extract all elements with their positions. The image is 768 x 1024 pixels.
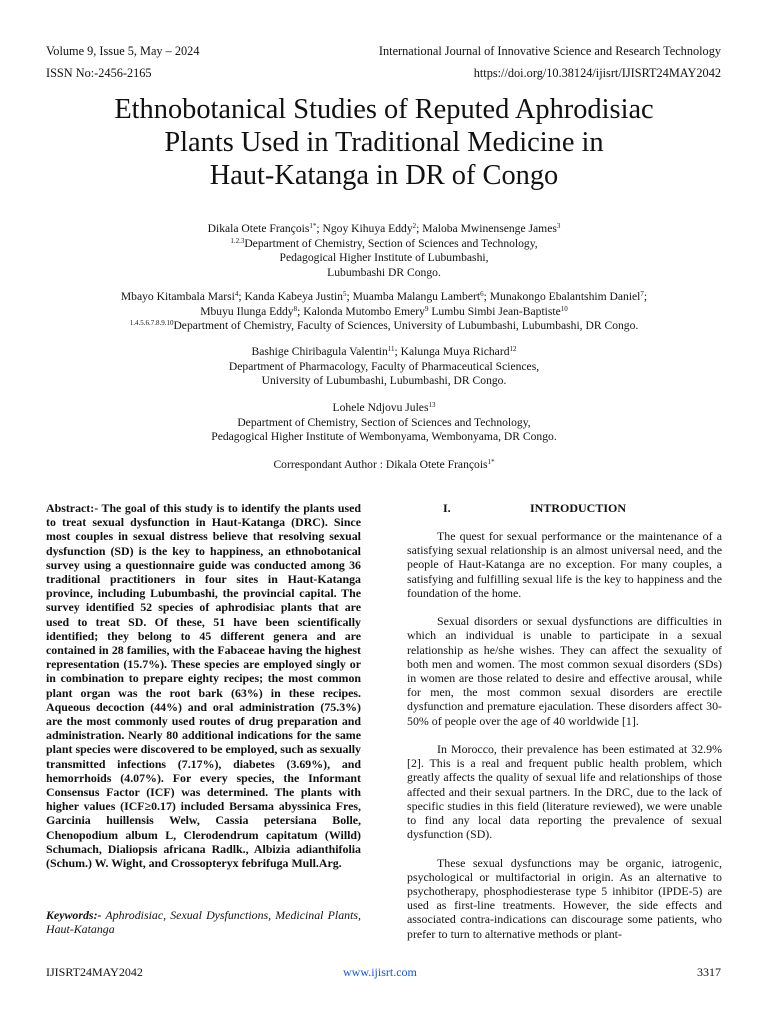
author-name: ; Kanda Kabeya Justin bbox=[238, 290, 343, 303]
author-group-3 bbox=[30, 345, 738, 389]
corresponding-sup: 1* bbox=[487, 458, 495, 466]
paper-title bbox=[40, 93, 728, 192]
paragraph: In Morocco, their prevalence has been estimated at 32.9% [2]. This is a real and frequent public health problem, which greatly affects the quality of sexual life and relationships of those affected and their sexual partners. In the DRC, due to the lack of specific studies in this field (literature reviewed), we were unable to find any local data reporting the prevalence of sexual dysfunction (SD). bbox=[407, 742, 722, 842]
affiliation-line: Pedagogical Higher Institute of Wembonyama, Wembonyama, DR Congo. bbox=[211, 430, 557, 444]
affiliation-line bbox=[30, 319, 738, 334]
author-sup: 5 bbox=[342, 290, 347, 298]
keywords-text: Aphrodisiac, Sexual Dysfunctions, Medicinal Plants, Haut-Katanga bbox=[46, 908, 361, 937]
affiliation-sup: 1.4.5.6.7.8.9.10 bbox=[129, 319, 174, 328]
author-sup: 3 bbox=[556, 222, 561, 230]
affiliation-line: Department of Chemistry, Section of Sciences and Technology, bbox=[237, 415, 531, 429]
doi-link[interactable]: https://doi.org/10.38124/ijisrt/IJISRT24MAY2042 bbox=[473, 66, 721, 80]
title-line-3: Haut-Katanga in DR of Congo bbox=[209, 160, 559, 191]
title-line-2: Plants Used in Traditional Medicine in bbox=[164, 127, 604, 158]
keywords-label: Keywords:- bbox=[46, 908, 102, 922]
author-line bbox=[30, 290, 738, 305]
author-name: Lohele Ndjovu Jules bbox=[332, 401, 429, 414]
introduction-body bbox=[407, 529, 722, 955]
author-name: Dikala Otete François bbox=[207, 222, 310, 235]
author-name: ; Muamba Malangu Lambert bbox=[346, 290, 481, 303]
paragraph: The quest for sexual performance or the maintenance of a satisfying sexual relationship is an almost universal need, and the people of Haut-Katanga are no exception. For many couples, a satisfying and fulfilling sexual life is the key to happiness and the foundation of the home. bbox=[407, 529, 722, 600]
title-line-1: Ethnobotanical Studies of Reputed Aphrodisiac bbox=[114, 94, 654, 125]
author-sup: 2 bbox=[412, 222, 417, 230]
author-name: ; Ngoy Kihuya Eddy bbox=[316, 222, 413, 235]
author-sup: 9 bbox=[424, 304, 429, 313]
author-sup: 8 bbox=[293, 304, 298, 313]
author-sup: 7 bbox=[640, 290, 644, 298]
author-group-4 bbox=[30, 401, 738, 445]
section-number: I. bbox=[443, 501, 451, 515]
abstract-label: Abstract:- bbox=[46, 501, 99, 515]
author-line bbox=[30, 305, 738, 320]
footer-website-link[interactable]: www.ijisrt.com bbox=[343, 965, 417, 979]
affiliation-text: Department of Chemistry, Section of Sciences and Technology, bbox=[244, 236, 538, 250]
author-name: Mbayo Kitambala Marsi bbox=[120, 290, 235, 303]
author-sup: 13 bbox=[428, 401, 436, 409]
author-name: ; Maloba Mwinensenge James bbox=[416, 222, 557, 235]
author-line bbox=[30, 401, 738, 416]
author-separator: ; bbox=[643, 290, 648, 303]
affiliation-text: Department of Chemistry, Faculty of Sciences, University of Lubumbashi, Lubumbashi, DR Congo. bbox=[173, 319, 639, 333]
author-sup: 11 bbox=[387, 345, 395, 353]
author-line bbox=[30, 345, 738, 360]
corresponding-author bbox=[30, 458, 738, 473]
affiliation-line bbox=[30, 237, 738, 252]
paragraph: These sexual dysfunctions may be organic, iatrogenic, psychological or multifactorial in origin. As an alternative to psychotherapy, phosphodiesterase type 5 inhibitor (IPDE-5) are used as first-line treatments. However, the side effects and associated contra-indications can discourage some patients, who prefer to turn to alternative methods or plant- bbox=[407, 855, 722, 941]
author-name: ; Munakongo Ebalantshim Daniel bbox=[483, 290, 641, 303]
affiliation-line: University of Lubumbashi, Lubumbashi, DR Congo. bbox=[261, 374, 507, 388]
author-line bbox=[30, 222, 738, 237]
section-title: INTRODUCTION bbox=[530, 501, 627, 515]
author-group-2 bbox=[30, 290, 738, 334]
author-name: Lumbu Simbi Jean-Baptiste bbox=[428, 304, 561, 318]
affiliation-line: Pedagogical Higher Institute of Lubumbashi, bbox=[279, 251, 489, 265]
author-group-1 bbox=[30, 222, 738, 280]
abstract-text: The goal of this study is to identify the plants used to treat sexual dysfunction in Haut-Katanga (DRC). Since most couples in sexual distress believe that resolving sexual dysfunction (SD) is the key to happiness, an ethnobotanical survey using a questionnaire guide was conducted among 36 traditional practitioners in four sites in Haut-Katanga province, including Lubumbashi, the provincial capital. The survey identified 52 species of aphrodisiac plants that are used to treat SD. Of these, 51 have been scientifically identified; they belong to 45 different genera and are contained in 28 families, with the Fabaceae having the highest representation (15.7%). These species are employed singly or in combination to prepare eighty recipes; the most common plant organ was the root bark (63%) in these recipes. Aqueous decoction (44%) and oral administration (75.3%) are the most commonly used routes of drug preparation and administration. Nearly 80 additional indications for the same plant species were discovered to be employed, such as sexually transmitted infections (7.17%), diabetes (3.69%), and hemorrhoids (4.07%). For every species, the Informant Consensus Factor (ICF) was determined. The plants with higher values (ICF≥0.17) included Bersama abyssinica Fres, Garcinia huillensis Welw, Cassia petersiana Bolle, Chenopodium album L, Clerodendrum capitatum (Willd) Schumach, Dialiopsis africana Radlk., Albizia adianthifolia (Schum.) W. Wight, and Crossopteryx febrifuga Mull.Arg. bbox=[46, 501, 361, 871]
author-sup: 6 bbox=[480, 290, 484, 298]
author-name: ; Kalunga Muya Richard bbox=[394, 345, 510, 358]
footer-article-id: IJISRT24MAY2042 bbox=[46, 965, 143, 979]
journal-name: International Journal of Innovative Science and Research Technology bbox=[378, 44, 721, 58]
affiliation-line: Lubumbashi DR Congo. bbox=[327, 265, 441, 279]
issn: ISSN No:-2456-2165 bbox=[46, 66, 152, 80]
volume-issue: Volume 9, Issue 5, May – 2024 bbox=[46, 44, 200, 58]
author-sup: 10 bbox=[560, 304, 568, 313]
author-sup: 12 bbox=[509, 345, 517, 353]
page-number: 3317 bbox=[697, 965, 721, 979]
author-name: ; Kalonda Mutombo Emery bbox=[297, 304, 425, 318]
author-sup: 4 bbox=[234, 290, 239, 298]
author-name: Mbuyu Ilunga Eddy bbox=[200, 304, 294, 318]
keywords bbox=[46, 908, 361, 936]
affiliation-line: Department of Pharmacology, Faculty of Pharmaceutical Sciences, bbox=[228, 359, 540, 373]
abstract bbox=[46, 501, 361, 870]
affiliation-sup: 1.2.3 bbox=[230, 236, 245, 245]
author-name: Bashige Chiribagula Valentin bbox=[251, 345, 388, 358]
author-sup: 1* bbox=[309, 222, 317, 230]
paragraph: Sexual disorders or sexual dysfunctions are difficulties in which an individual is unable to participate in a sexual relationship as he/she wishes. They can affect the sexuality of both men and women. The most common sexual disorders (SDs) in women are those related to desire and effective arousal, while for men, the most common sexual disorders are erectile dysfunction and premature ejaculation. These disorders affect 30-50% of people over the age of 40 worldwide [1]. bbox=[407, 614, 722, 728]
corresponding-text: Correspondant Author : Dikala Otete François bbox=[273, 458, 488, 471]
